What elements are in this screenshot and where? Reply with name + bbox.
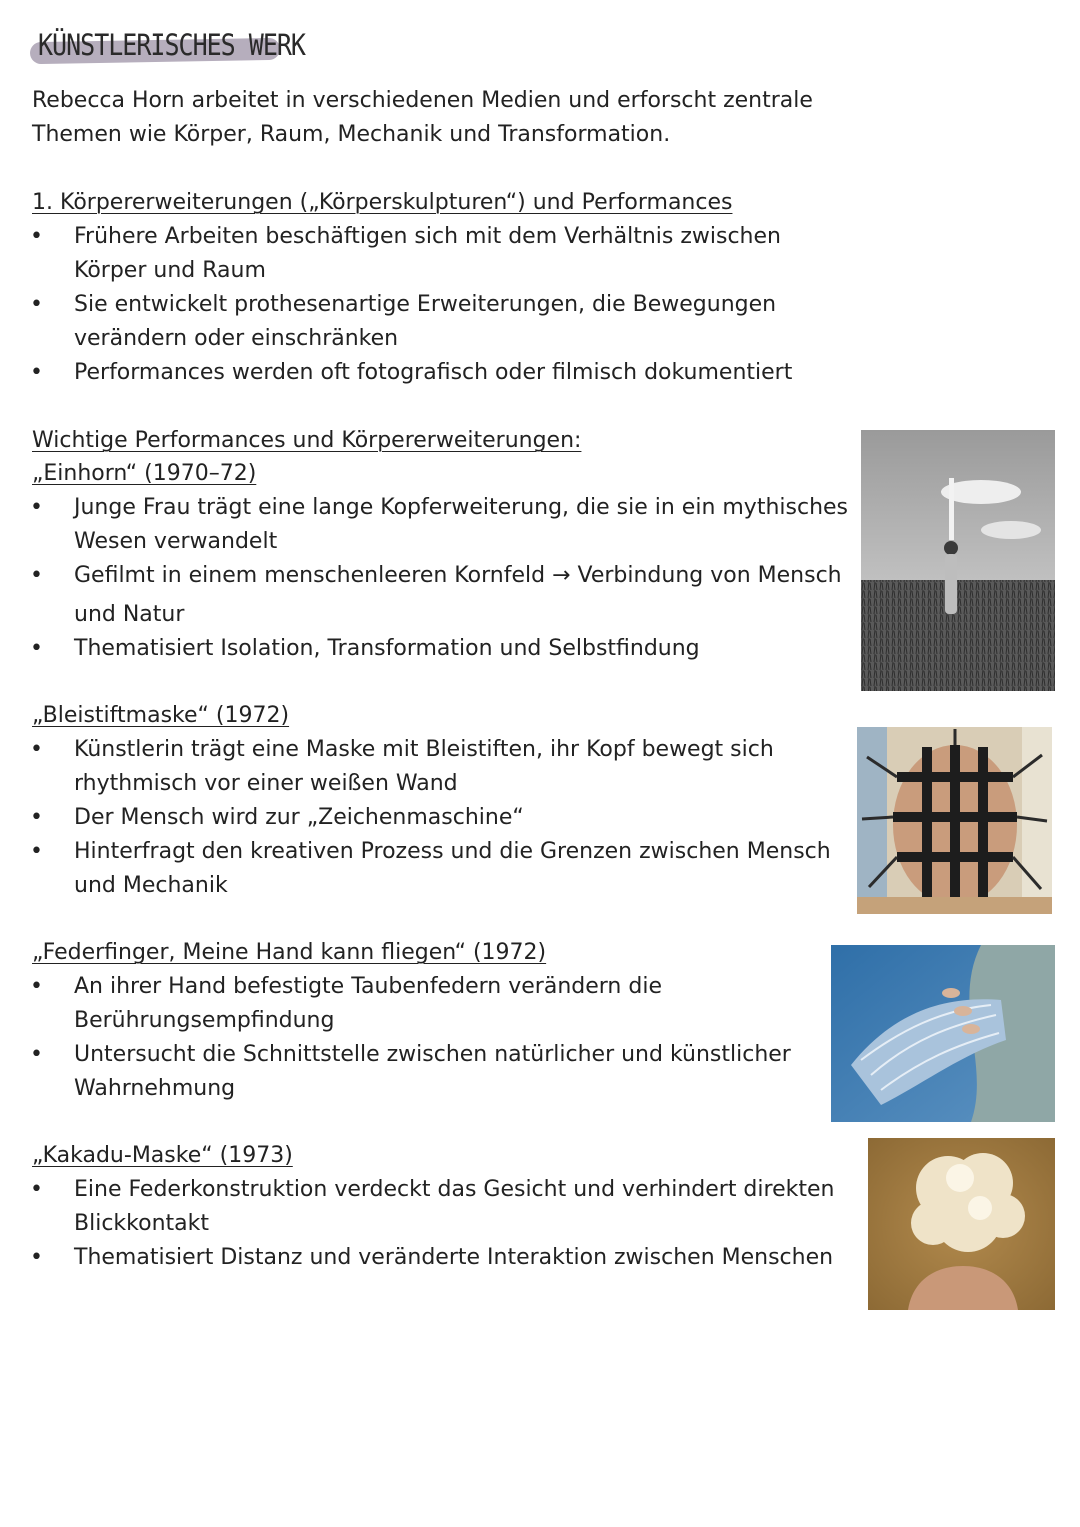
bullet-marker: • <box>30 839 43 864</box>
bleistiftmaske-photo <box>857 727 1052 914</box>
work-title-kakadu-maske: „Kakadu-Maske“ (1973) <box>32 1143 293 1168</box>
list-item: Thematisiert Distanz und veränderte Interaktion zwischen Menschen <box>74 1245 834 1270</box>
bullet-marker: • <box>30 360 43 385</box>
page-title: KÜNSTLERISCHES WERK <box>38 28 305 63</box>
list-item-continuation: und Natur <box>74 602 185 627</box>
list-item-continuation: Berührungsempfindung <box>74 1008 335 1033</box>
list-item-continuation: rhythmisch vor einer weißen Wand <box>74 771 458 796</box>
kakadu-maske-photo <box>868 1138 1055 1310</box>
bullet-marker: • <box>30 1177 43 1202</box>
einhorn-photo <box>861 430 1055 691</box>
bullet-marker: • <box>30 1245 43 1270</box>
list-item: Untersucht die Schnittstelle zwischen natürlicher und künstlicher <box>74 1042 791 1067</box>
bullet-marker: • <box>30 495 43 520</box>
list-item: Junge Frau trägt eine lange Kopferweiterung, die sie in ein mythisches <box>74 495 849 520</box>
list-item: Hinterfragt den kreativen Prozess und die Grenzen zwischen Mensch <box>74 839 831 864</box>
list-item: An ihrer Hand befestigte Taubenfedern verändern die <box>74 974 662 999</box>
work-title-federfinger: „Federfinger, Meine Hand kann fliegen“ (1972) <box>32 940 547 965</box>
list-item: Der Mensch wird zur „Zeichenmaschine“ <box>74 805 524 830</box>
bullet-marker: • <box>30 636 43 661</box>
federfinger-photo <box>831 945 1055 1122</box>
section-heading: 1. Körpererweiterungen („Körperskulpturen“) und Performances <box>32 190 733 215</box>
bullet-marker: • <box>30 737 43 762</box>
list-item: Sie entwickelt prothesenartige Erweiterungen, die Bewegungen <box>74 292 777 317</box>
list-item-continuation: Wesen verwandelt <box>74 529 278 554</box>
bullet-marker: • <box>30 1042 43 1067</box>
list-item-continuation: Blickkontakt <box>74 1211 209 1236</box>
intro-line-2: Themen wie Körper, Raum, Mechanik und Transformation. <box>32 122 671 147</box>
list-item-continuation: Körper und Raum <box>74 258 266 283</box>
list-item-continuation: Wahrnehmung <box>74 1076 236 1101</box>
work-title-einhorn: „Einhorn“ (1970–72) <box>32 461 257 486</box>
list-item-continuation: und Mechanik <box>74 873 228 898</box>
list-item: Gefilmt in einem menschenleeren Kornfeld → Verbindung von Mensch <box>74 563 842 588</box>
list-item: Thematisiert Isolation, Transformation und Selbstfindung <box>74 636 700 661</box>
list-item-continuation: verändern oder einschränken <box>74 326 399 351</box>
bullet-marker: • <box>30 974 43 999</box>
bullet-marker: • <box>30 805 43 830</box>
list-item: Frühere Arbeiten beschäftigen sich mit dem Verhältnis zwischen <box>74 224 781 249</box>
list-item: Künstlerin trägt eine Maske mit Bleistiften, ihr Kopf bewegt sich <box>74 737 774 762</box>
intro-line-1: Rebecca Horn arbeitet in verschiedenen Medien und erforscht zentrale <box>32 88 813 113</box>
page-title-block <box>28 28 305 63</box>
bullet-marker: • <box>30 224 43 249</box>
work-title-bleistiftmaske: „Bleistiftmaske“ (1972) <box>32 703 290 728</box>
list-item: Eine Federkonstruktion verdeckt das Gesicht und verhindert direkten <box>74 1177 835 1202</box>
list-item: Performances werden oft fotografisch oder filmisch dokumentiert <box>74 360 793 385</box>
performances-heading: Wichtige Performances und Körpererweiterungen: <box>32 428 582 453</box>
bullet-marker: • <box>30 563 43 588</box>
bullet-marker: • <box>30 292 43 317</box>
